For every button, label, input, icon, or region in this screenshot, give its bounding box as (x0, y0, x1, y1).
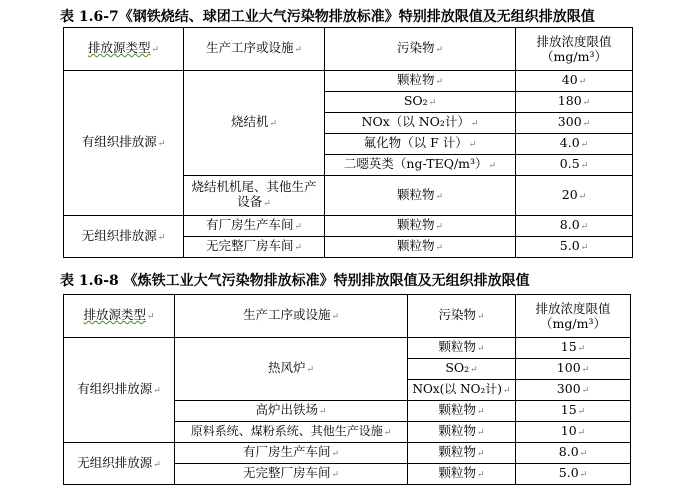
limit-cell: 300 ↵ (516, 113, 633, 134)
pollutant-cell: 颗粒物 ↵ (408, 464, 516, 485)
limit-cell: 40 ↵ (516, 71, 633, 92)
group-unorganized: 无组织排放源 ↵ (64, 216, 184, 258)
process-plant-without: 无完整厂房车间 ↵ (175, 464, 408, 485)
pollutant-cell: SO₂ ↵ (325, 92, 516, 113)
process-sinter: 烧结机 ↵ (184, 71, 325, 176)
pollutant-cell: 颗粒物 ↵ (408, 338, 516, 359)
limit-cell: 10 ↵ (516, 422, 631, 443)
limit-cell: 0.5 ↵ (516, 155, 633, 176)
limit-cell: 100 ↵ (516, 359, 631, 380)
limit-cell: 20 ↵ (516, 176, 633, 216)
pollutant-cell: 颗粒物 ↵ (408, 401, 516, 422)
pollutant-cell: NOx（以 NO₂计） ↵ (325, 113, 516, 134)
limit-cell: 5.0 ↵ (516, 237, 633, 258)
limit-cell: 5.0 ↵ (516, 464, 631, 485)
limit-cell: 8.0 ↵ (516, 216, 633, 237)
group-organized: 有组织排放源 ↵ (64, 71, 184, 216)
header-process: 生产工序或设施 ↵ (184, 28, 325, 71)
pollutant-cell: SO₂ ↵ (408, 359, 516, 380)
header-limit-line2: （mg/m³） (540, 316, 606, 331)
header-pollutant: 污染物 ↵ (325, 28, 516, 71)
limit-cell: 300 ↵ (516, 380, 631, 401)
pollutant-cell: NOx(以 NO₂计) ↵ (408, 380, 516, 401)
process-tap-floor: 高炉出铁场 ↵ (175, 401, 408, 422)
pollutant-cell: 氟化物（以 F 计） ↵ (325, 134, 516, 155)
limit-cell: 15 ↵ (516, 401, 631, 422)
pollutant-cell: 颗粒物 ↵ (408, 443, 516, 464)
header-limit-line1: 排放浓度限值 (535, 301, 611, 316)
group-organized: 有组织排放源 ↵ (64, 338, 175, 443)
emission-table-ironmaking (63, 294, 631, 485)
header-source-type: 排放源类型 ↵ (64, 28, 184, 71)
header-limit-line1: 排放浓度限值 (536, 34, 612, 49)
process-raw-material: 原料系统、煤粉系统、其他生产设施 ↵ (175, 422, 408, 443)
pollutant-cell: 二噁英类（ng-TEQ/m³） ↵ (325, 155, 516, 176)
pollutant-cell: 颗粒物 ↵ (325, 71, 516, 92)
pollutant-cell: 颗粒物 ↵ (325, 216, 516, 237)
group-unorganized: 无组织排放源 ↵ (64, 443, 175, 485)
process-plant-with: 有厂房生产车间 ↵ (175, 443, 408, 464)
header-source-type: 排放源类型 ↵ (64, 295, 175, 338)
header-limit (516, 295, 631, 338)
process-sinter-tail: 烧结机机尾、其他生产设备 ↵ (184, 176, 325, 216)
limit-cell: 180 ↵ (516, 92, 633, 113)
process-plant-with: 有厂房生产车间 ↵ (184, 216, 325, 237)
process-plant-without: 无完整厂房车间 ↵ (184, 237, 325, 258)
table-caption: 表 1.6-8 《炼铁工业大气污染物排放标准》特别排放限值及无组织排放限值 (60, 273, 530, 289)
header-limit-line2: （mg/m³） (541, 49, 607, 64)
emission-table-sintering (63, 27, 633, 258)
process-hot-stove: 热风炉 ↵ (175, 338, 408, 401)
pollutant-cell: 颗粒物 ↵ (325, 237, 516, 258)
pollutant-cell: 颗粒物 ↵ (408, 422, 516, 443)
table-caption: 表 1.6-7《钢铁烧结、球团工业大气污染物排放标准》特别排放限值及无组织排放限值 (60, 9, 595, 25)
limit-cell: 15 ↵ (516, 338, 631, 359)
header-limit (516, 28, 633, 71)
pollutant-cell: 颗粒物 ↵ (325, 176, 516, 216)
header-process: 生产工序或设施 ↵ (175, 295, 408, 338)
limit-cell: 4.0 ↵ (516, 134, 633, 155)
header-pollutant: 污染物 ↵ (408, 295, 516, 338)
limit-cell: 8.0 ↵ (516, 443, 631, 464)
